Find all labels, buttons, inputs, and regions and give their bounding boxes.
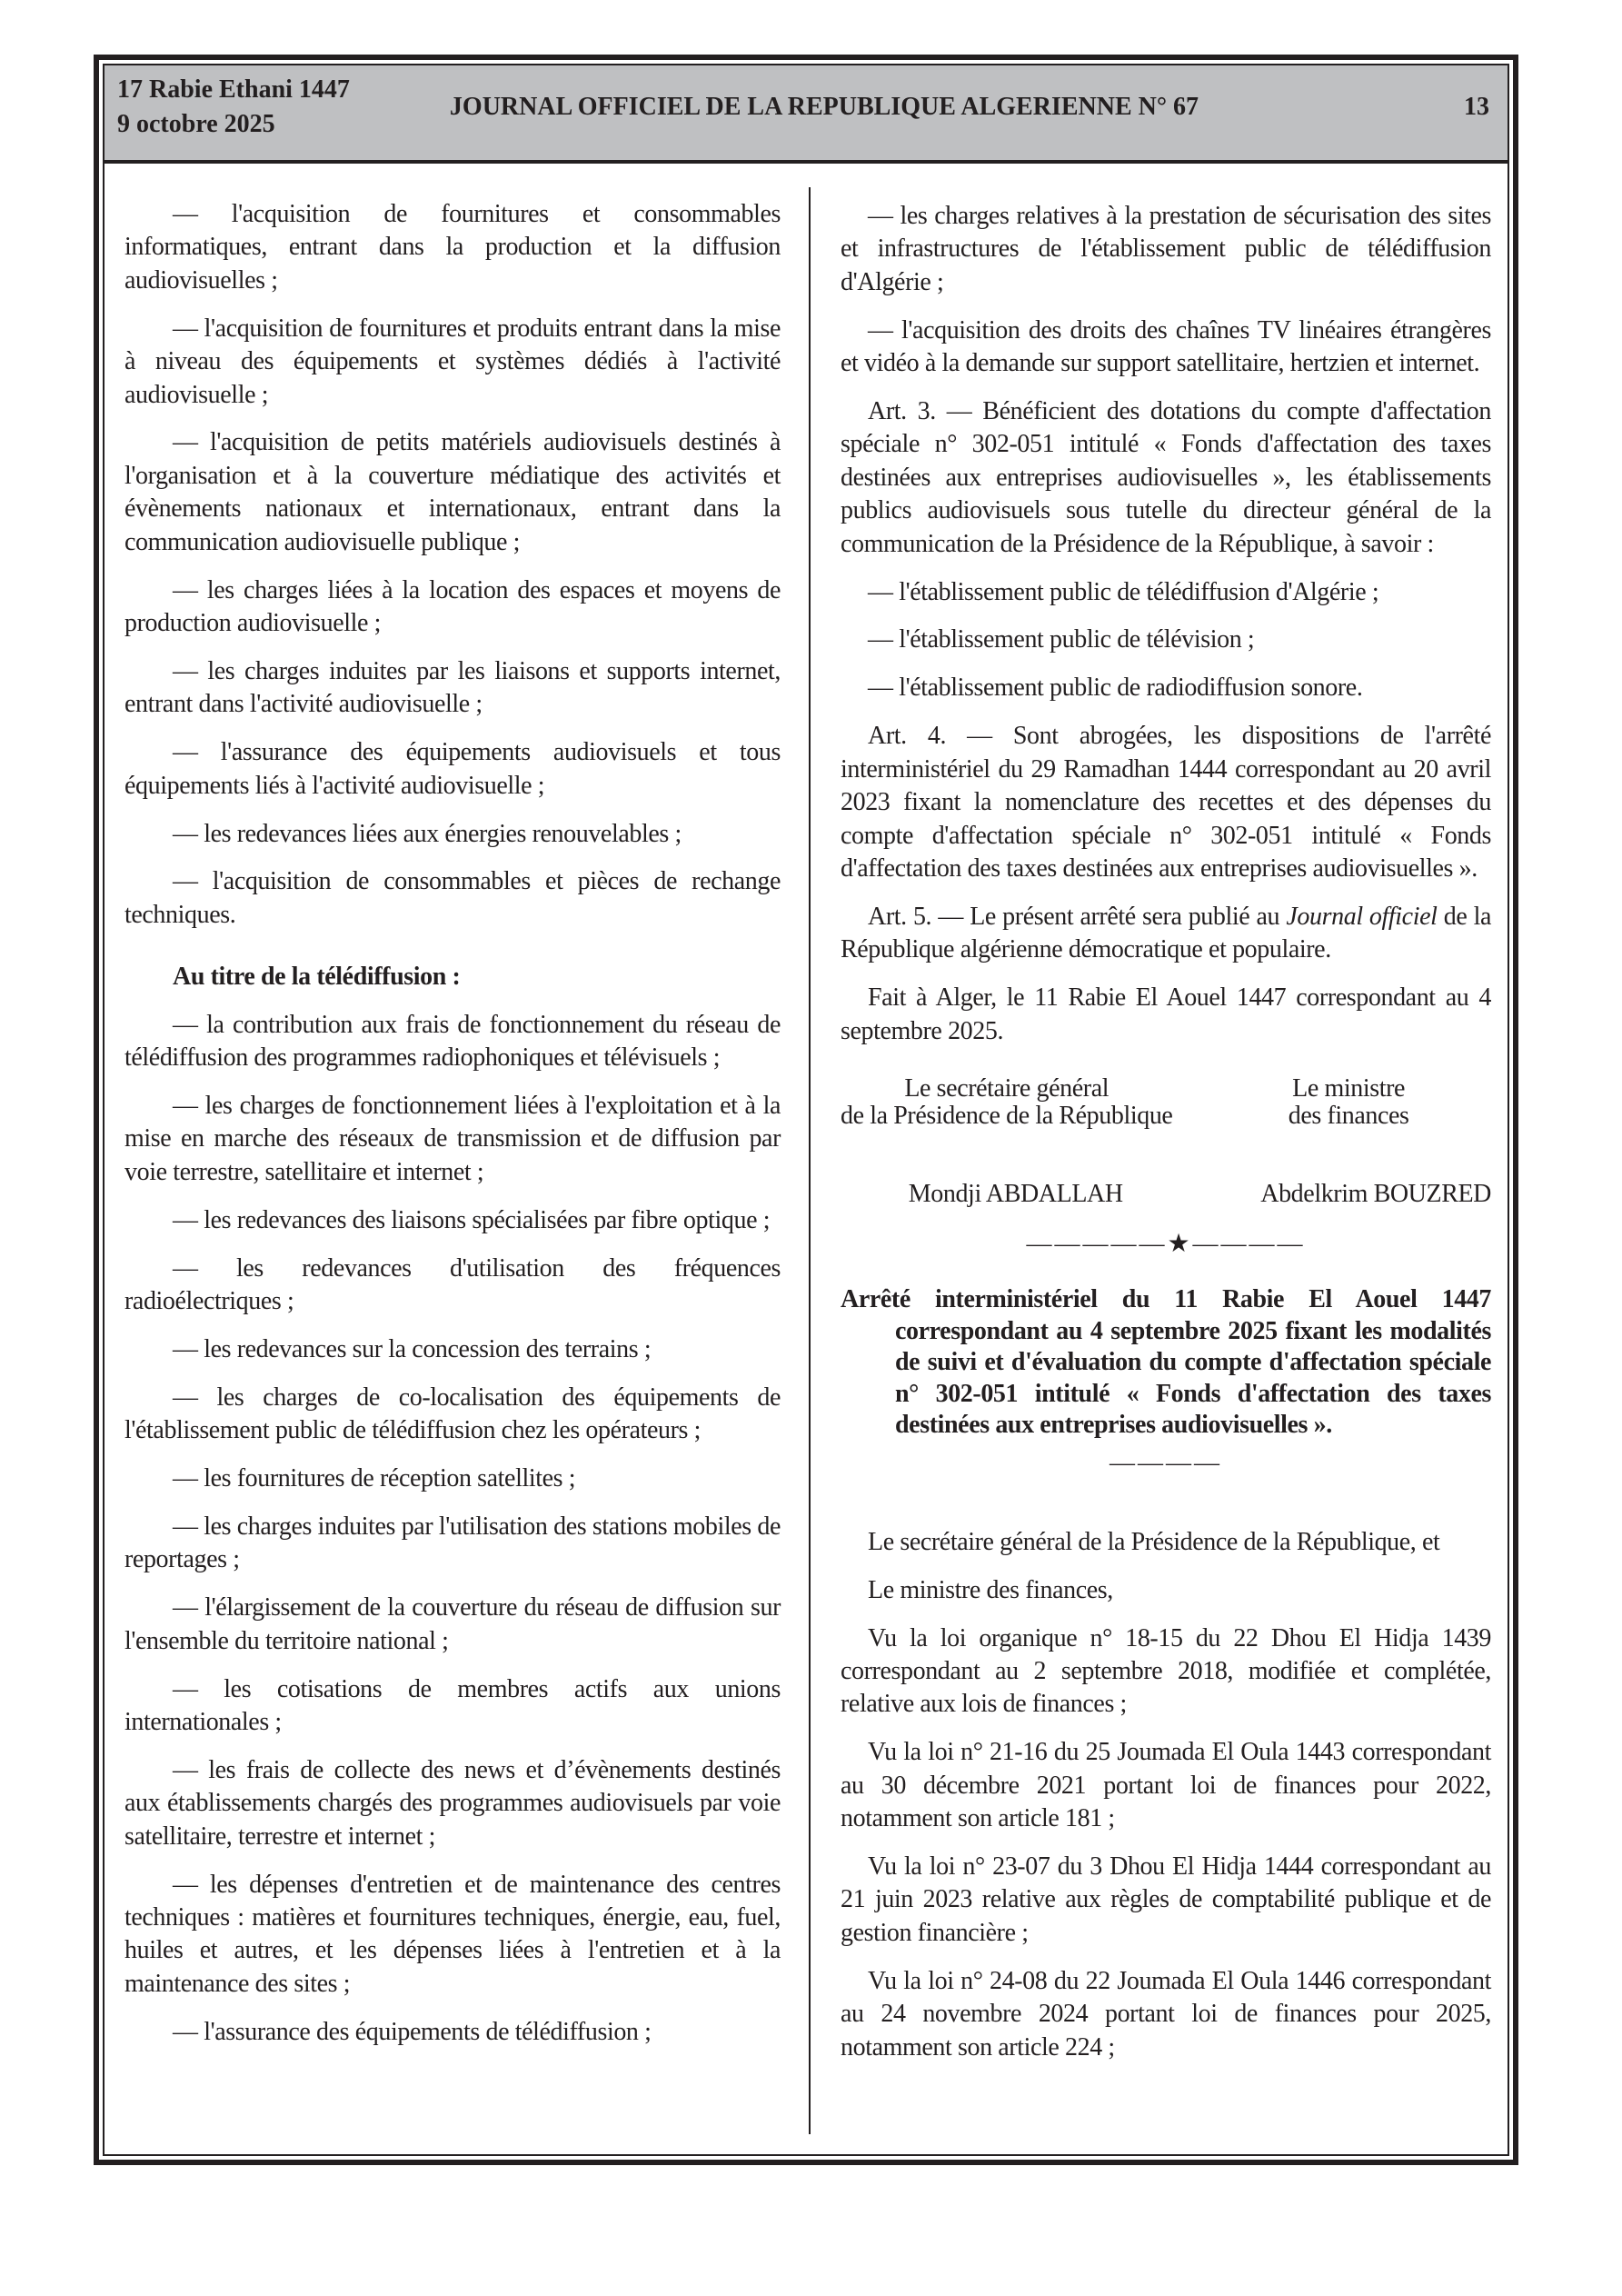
signatory-2: [1260, 1075, 1491, 1208]
art5-suffix: de la République algérienne démocratique et populaire.: [841, 902, 1491, 964]
signatory-title: de la Présidence de la République: [841, 1101, 1173, 1130]
gregorian-date: 9 octobre 2025: [117, 110, 275, 138]
art5-prefix: Art. 5. — Le présent arrêté sera publié au: [868, 902, 1287, 931]
title-separator: ————: [1110, 1449, 1222, 1478]
signatory-title: Le secrétaire général: [904, 1073, 1110, 1103]
list-item: — les redevances d'utilisation des fréquences radioélectriques ;: [124, 1253, 781, 1315]
list-item: — l'élargissement de la couverture du réseau de diffusion sur l'ensemble du territoire national ;: [124, 1593, 781, 1655]
visa-paragraph: Le ministre des finances,: [868, 1575, 1113, 1604]
page-number: 13: [1464, 93, 1489, 121]
paragraph: — l'établissement public de télévision ;: [868, 625, 1255, 654]
article-5: [841, 901, 1491, 967]
list-item: — les redevances liées aux énergies renouvelables ;: [173, 819, 682, 848]
list-item: — les redevances des liaisons spécialisées par fibre optique ;: [173, 1205, 771, 1234]
list-item: — l'acquisition de fournitures et produits entrant dans la mise à niveau des équipements et systèmes dédiés à l'activité audiovisuelle ;: [124, 314, 781, 409]
column-divider: [809, 187, 811, 2134]
list-item: — l'acquisition de fournitures et consommables informatiques, entrant dans la production et la diffusion audiovisuelles ;: [124, 200, 781, 294]
hijri-date: 17 Rabie Ethani 1447: [117, 75, 350, 104]
signatory-1: [841, 1075, 1172, 1208]
list-item: — les charges induites par les liaisons et supports internet, entrant dans l'activité audiovisuelle ;: [124, 656, 781, 719]
paragraph: Art. 3. — Bénéficient des dotations du compte d'affectation spéciale n° 302-051 intitulé « Fonds d'affectation des taxes destinées aux entreprises audiovisuelles », les établissements publics audiovisuels sous tutelle du directeur général de la communication de la Présidence de la République, à savoir :: [841, 397, 1491, 558]
visa-paragraph: Vu la loi organique n° 18-15 du 22 Dhou El Hidja 1439 correspondant au 2 septembre 2018, modifiée et complétée, relative aux lois de finances ;: [841, 1623, 1491, 1719]
list-item: — les redevances sur la concession des terrains ;: [173, 1334, 652, 1363]
visa-paragraph: Le secrétaire général de la Présidence de la République, et: [868, 1527, 1440, 1556]
decree-title: Arrêté interministériel du 11 Rabie El Aouel 1447 correspondant au 4 septembre 2025 fixant les modalités de suivi et d'évaluation du compte d'affectation spéciale n° 302-051 intitulé « Fonds d'affectation des taxes destinées aux entreprises audiovisuelles ».: [841, 1285, 1491, 1440]
visa-paragraph: Vu la loi n° 23-07 du 3 Dhou El Hidja 1444 correspondant au 21 juin 2023 relative aux règles de comptabilité publique et de gestion financière ;: [841, 1852, 1491, 1947]
signatures: [841, 1075, 1491, 1208]
signatory-name: Mondji ABDALLAH: [908, 1179, 1123, 1208]
right-column: [841, 200, 1491, 2079]
list-item: — les charges de co-localisation des équipements de l'établissement public de télédiffusion chez les opérateurs ;: [124, 1383, 781, 1445]
signatory-title: des finances: [1288, 1101, 1409, 1130]
list-item: — les charges de fonctionnement liées à l'exploitation et à la mise en marche des réseaux de transmission et de diffusion par voie terrestre, satellitaire et internet ;: [124, 1091, 781, 1186]
visa-paragraph: Vu la loi n° 21-16 du 25 Joumada El Oula 1443 correspondant au 30 décembre 2021 portant loi de finances pour 2022, notamment son article 181 ;: [841, 1738, 1491, 1833]
list-item: — l'assurance des équipements de télédiffusion ;: [173, 2017, 652, 2046]
list-item: — les charges induites par l'utilisation des stations mobiles de reportages ;: [124, 1512, 781, 1574]
list-item: — l'acquisition de petits matériels audiovisuels destinés à l'organisation et à la couverture médiatique des activités et évènements nationaux et internationaux, entrant dans la communication audiovisuelle publique ;: [124, 428, 781, 556]
signatory-name: Abdelkrim BOUZRED: [1260, 1179, 1491, 1208]
list-item: — la contribution aux frais de fonctionnement du réseau de télédiffusion des programmes radiophoniques et télévisuels ;: [124, 1010, 781, 1073]
list-item: — l'acquisition de consommables et pièces de rechange techniques.: [124, 867, 781, 929]
list-item: — les frais de collecte des news et d’évènements destinés aux établissements chargés des programmes audiovisuels par voie satellitaire, terrestre et internet ;: [124, 1755, 781, 1851]
list-item: — les cotisations de membres actifs aux unions internationales ;: [124, 1674, 781, 1737]
journal-title: JOURNAL OFFICIEL DE LA REPUBLIQUE ALGERIENNE N° 67: [449, 93, 1199, 121]
paragraph: — les charges relatives à la prestation de sécurisation des sites et infrastructures de l'établissement public de télédiffusion d'Algérie ;: [841, 202, 1491, 296]
list-item: — les dépenses d'entretien et de maintenance des centres techniques : matières et fournitures techniques, énergie, eau, fuel, huiles et autres, et les dépenses liées à l'entretien et à la maintenance des sites ;: [124, 1870, 781, 1998]
signatory-title: Le ministre: [1292, 1073, 1406, 1103]
list-item: — les charges liées à la location des espaces et moyens de production audiovisuelle ;: [124, 575, 781, 637]
paragraph: — l'établissement public de radiodiffusion sonore.: [868, 674, 1363, 703]
visa-paragraph: Vu la loi n° 24-08 du 22 Joumada El Oula 1446 correspondant au 24 novembre 2024 portant loi de finances pour 2025, notamment son article 224 ;: [841, 1966, 1491, 2061]
done-at: Fait à Alger, le 11 Rabie El Aouel 1447 correspondant au 4 septembre 2025.: [841, 983, 1491, 1045]
list-item: — les fournitures de réception satellites ;: [173, 1464, 576, 1493]
paragraph: — l'établissement public de télédiffusion d'Algérie ;: [868, 577, 1379, 606]
journal-header: [104, 65, 1508, 164]
art5-italic: Journal officiel: [1286, 902, 1438, 931]
paragraph: Art. 4. — Sont abrogées, les dispositions de l'arrêté interministériel du 29 Ramadhan 1444 correspondant au 20 avril 2023 fixant la nomenclature des recettes et des dépenses du compte d'affectation spéciale n° 302-051 intitulé « Fonds d'affectation des taxes destinées aux entreprises audiovisuelles ».: [841, 722, 1491, 883]
section-heading: Au titre de la télédiffusion :: [173, 963, 461, 992]
paragraph: — l'acquisition des droits des chaînes TV linéaires étrangères et vidéo à la demande sur support satellitaire, hertzien et internet.: [841, 315, 1491, 378]
list-item: — l'assurance des équipements audiovisuels et tous équipements liés à l'activité audiovisuelle ;: [124, 738, 781, 800]
star-separator: —————★————: [1026, 1229, 1306, 1258]
left-column: [124, 198, 781, 2064]
